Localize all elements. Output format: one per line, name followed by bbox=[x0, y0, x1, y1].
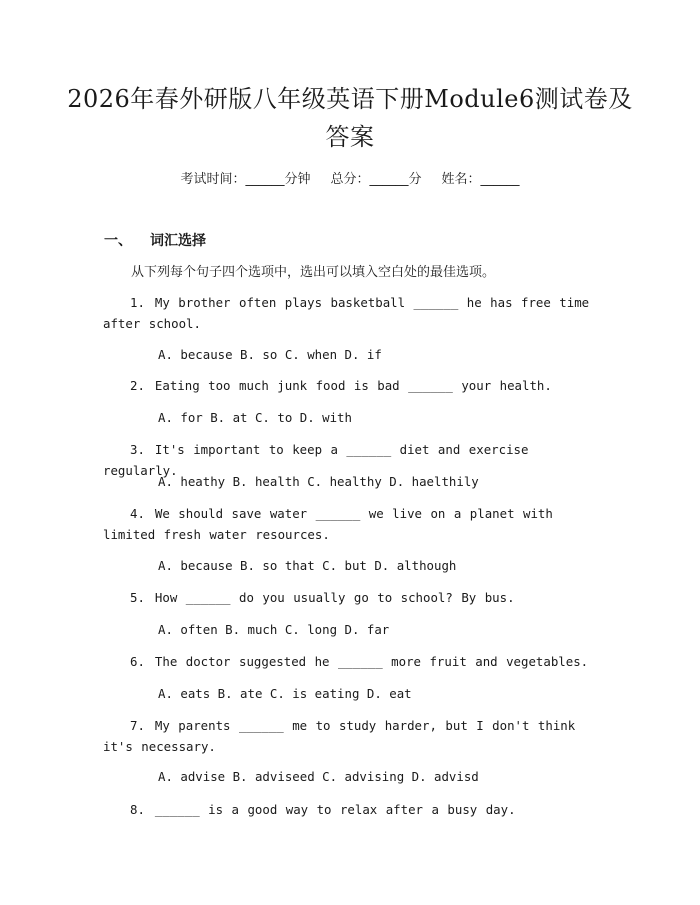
question-text: We should save water ______ we live on a planet with limited fresh water resources. bbox=[103, 506, 553, 542]
question-8 bbox=[103, 799, 598, 820]
question-5 bbox=[103, 587, 598, 608]
question-number: 6. bbox=[130, 654, 145, 669]
question-5-options: A. often B. much C. long D. far bbox=[158, 622, 390, 637]
question-6-options: A. eats B. ate C. is eating D. eat bbox=[158, 686, 412, 701]
question-text: ______ is a good way to relax after a busy day. bbox=[154, 802, 516, 817]
page-title: 2026年春外研版八年级英语下册Module6测试卷及答案 bbox=[67, 85, 633, 151]
question-text: My parents ______ me to study harder, but I don't think it's necessary. bbox=[103, 718, 576, 754]
question-number: 3. bbox=[130, 442, 145, 457]
question-number: 8. bbox=[130, 802, 145, 817]
exam-meta-line bbox=[0, 168, 700, 187]
question-number: 5. bbox=[130, 590, 145, 605]
section-heading bbox=[104, 230, 206, 250]
section-number: 一、 bbox=[104, 233, 132, 249]
question-1 bbox=[103, 292, 598, 334]
question-6 bbox=[103, 651, 598, 672]
question-number: 2. bbox=[130, 378, 145, 393]
question-7 bbox=[103, 715, 598, 757]
question-number: 1. bbox=[130, 295, 145, 310]
exam-time-field: 考试时间：______分钟 bbox=[180, 172, 311, 187]
student-name-field: 姓名：______ bbox=[441, 172, 520, 187]
question-2-options: A. for B. at C. to D. with bbox=[158, 410, 352, 425]
section-instruction: 从下列每个句子四个选项中，选出可以填入空白处的最佳选项。 bbox=[131, 265, 496, 280]
question-1-options: A. because B. so C. when D. if bbox=[158, 347, 382, 362]
total-score-field: 总分：______分 bbox=[330, 172, 422, 187]
question-4-options: A. because B. so that C. but D. although bbox=[158, 558, 457, 573]
question-number: 4. bbox=[130, 506, 145, 521]
question-text: The doctor suggested he ______ more fruit and vegetables. bbox=[154, 654, 589, 669]
question-number: 7. bbox=[130, 718, 145, 733]
question-text: Eating too much junk food is bad ______ your health. bbox=[154, 378, 552, 393]
question-7-options: A. advise B. adviseed C. advising D. advisd bbox=[158, 769, 479, 784]
question-2 bbox=[103, 375, 598, 396]
question-text: My brother often plays basketball ______ he has free time after school. bbox=[103, 295, 590, 331]
question-4 bbox=[103, 503, 598, 545]
question-3-options: A. heathy B. health C. healthy D. haelthily bbox=[158, 474, 479, 489]
question-text: How ______ do you usually go to school? By bus. bbox=[154, 590, 515, 605]
question-text: It's important to keep a ______ diet and exercise regularly. bbox=[103, 442, 529, 478]
section-title: 词汇选择 bbox=[150, 233, 206, 249]
